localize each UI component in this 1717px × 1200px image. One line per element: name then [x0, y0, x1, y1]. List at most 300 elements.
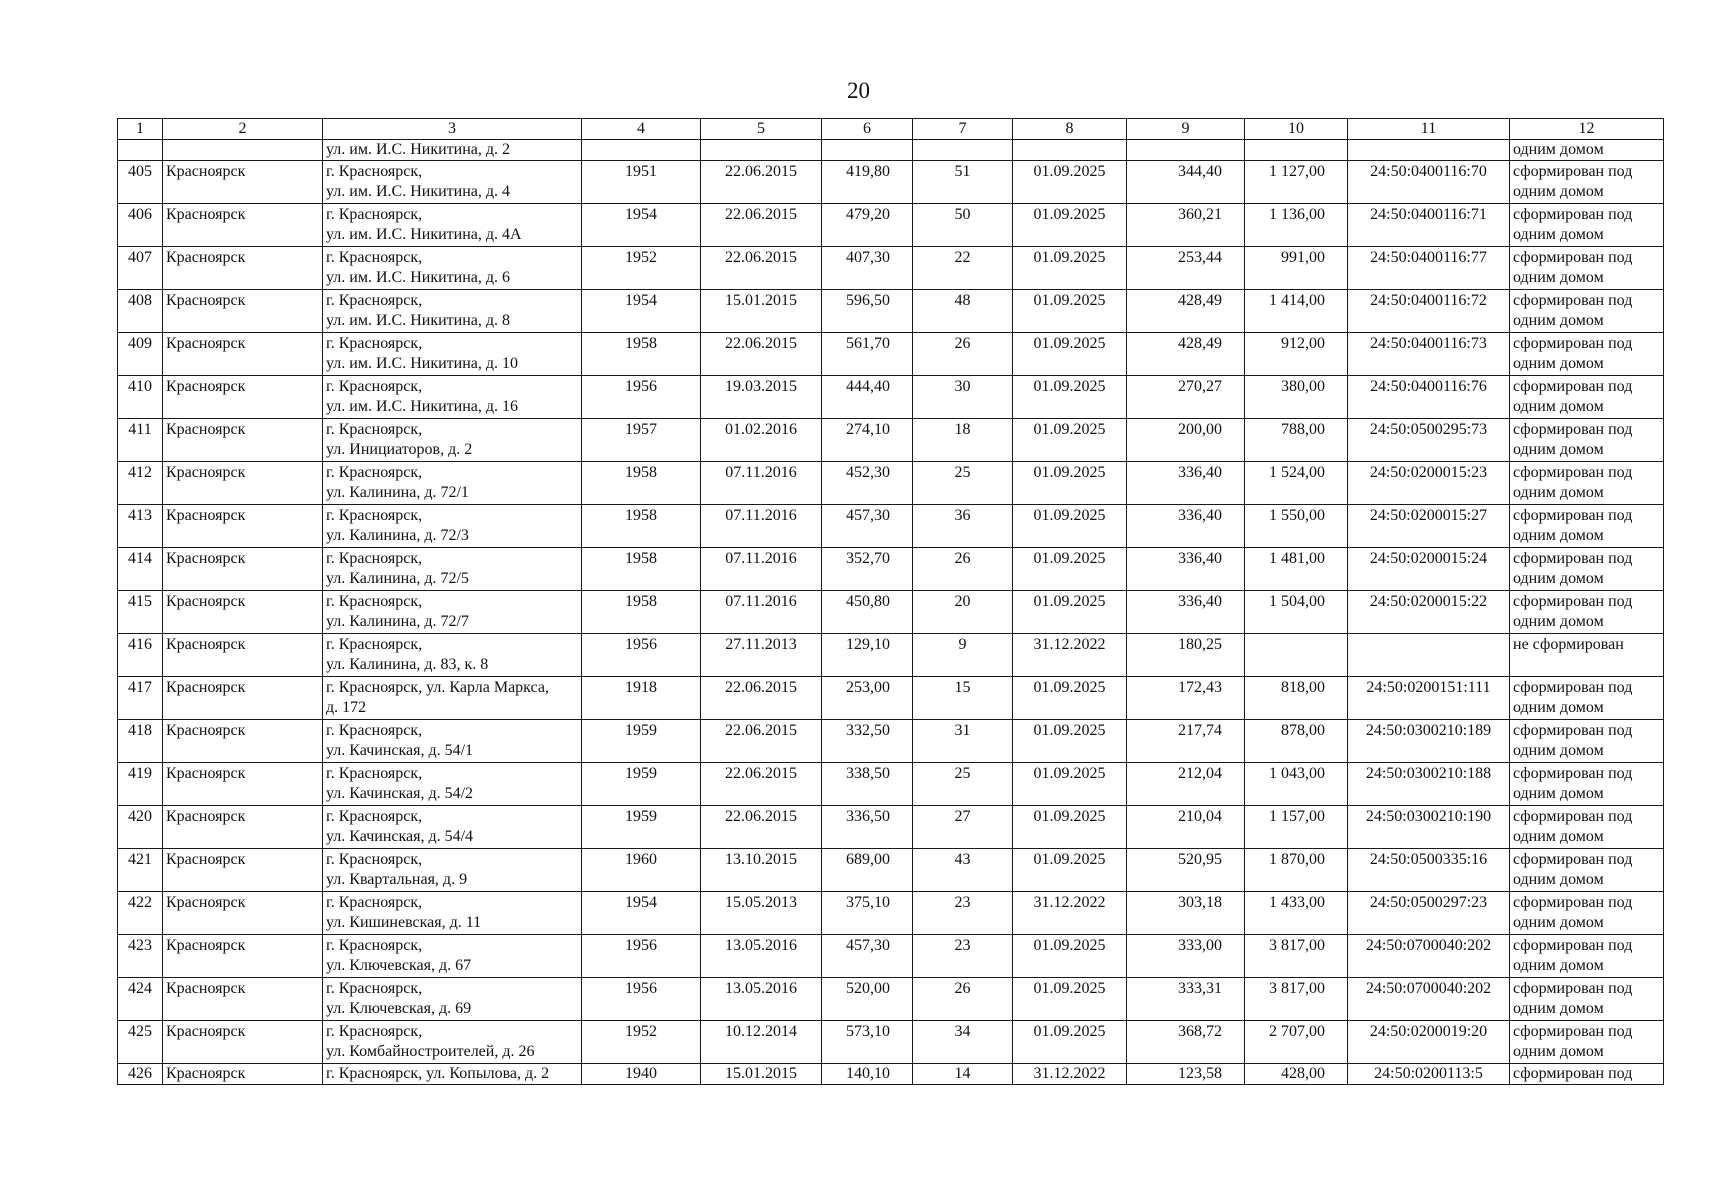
cell-cadastral: 24:50:0300210:188: [1348, 763, 1510, 806]
cell-number: 426: [118, 1064, 163, 1085]
cell-date: [701, 140, 822, 161]
cell-cost: 303,18: [1127, 892, 1245, 935]
cell-status-line2: одним домом: [1513, 183, 1604, 200]
cell-land-area: 1 524,00: [1245, 462, 1348, 505]
cell-deadline: 01.09.2025: [1013, 591, 1127, 634]
cell-deadline: 01.09.2025: [1013, 763, 1127, 806]
cell-deadline: 31.12.2022: [1013, 892, 1127, 935]
cell-deadline: 01.09.2025: [1013, 204, 1127, 247]
cell-land-area: 788,00: [1245, 419, 1348, 462]
cell-cadastral: 24:50:0200015:24: [1348, 548, 1510, 591]
cell-cost: 336,40: [1127, 548, 1245, 591]
cell-area: 352,70: [822, 548, 913, 591]
cell-residents: 51: [913, 161, 1013, 204]
cell-number: 407: [118, 247, 163, 290]
column-header: 11: [1348, 119, 1510, 140]
cell-residents: 30: [913, 376, 1013, 419]
cell-deadline: 31.12.2022: [1013, 1064, 1127, 1085]
cell-land-area: 1 127,00: [1245, 161, 1348, 204]
table-row: [118, 462, 1664, 505]
cell-cost: 200,00: [1127, 419, 1245, 462]
cell-settlement: Красноярск: [163, 806, 323, 849]
cell-date: 27.11.2013: [701, 634, 822, 677]
cell-date: 07.11.2016: [701, 591, 822, 634]
cell-year: 1956: [582, 376, 701, 419]
cell-area: 444,40: [822, 376, 913, 419]
cell-residents: 15: [913, 677, 1013, 720]
cell-residents: 26: [913, 333, 1013, 376]
cell-status: [1510, 591, 1664, 634]
cell-status-line2: одним домом: [1513, 570, 1604, 587]
cell-deadline: 31.12.2022: [1013, 634, 1127, 677]
cell-residents: 20: [913, 591, 1013, 634]
cell-address: ул. им. И.С. Никитина, д. 2: [323, 140, 582, 161]
cell-deadline: 01.09.2025: [1013, 161, 1127, 204]
cell-date: 19.03.2015: [701, 376, 822, 419]
cell-status: [1510, 720, 1664, 763]
cell-status-line2: одним домом: [1513, 527, 1604, 544]
cell-number: 419: [118, 763, 163, 806]
cell-year: 1958: [582, 505, 701, 548]
cell-land-area: 878,00: [1245, 720, 1348, 763]
cell-status: [1510, 892, 1664, 935]
cell-address-line1: г. Красноярск, ул. Карла Маркса,: [326, 679, 549, 696]
cell-status-line2: одним домом: [1513, 441, 1604, 458]
cell-cost: 212,04: [1127, 763, 1245, 806]
cell-area: 129,10: [822, 634, 913, 677]
cell-residents: 25: [913, 763, 1013, 806]
cell-settlement: Красноярск: [163, 849, 323, 892]
cell-cost: 333,31: [1127, 978, 1245, 1021]
cell-deadline: 01.09.2025: [1013, 935, 1127, 978]
cell-status-line1: сформирован под: [1513, 1065, 1633, 1082]
cell-number: 422: [118, 892, 163, 935]
cell-address-line2: ул. им. И.С. Никитина, д. 8: [326, 312, 511, 329]
cell-address-line2: ул. Комбайностроителей, д. 26: [326, 1043, 535, 1060]
cell-cost: 520,95: [1127, 849, 1245, 892]
cell-status-line2: одним домом: [1513, 871, 1604, 888]
cell-date: 22.06.2015: [701, 161, 822, 204]
cell-settlement: Красноярск: [163, 333, 323, 376]
cell-deadline: 01.09.2025: [1013, 290, 1127, 333]
cell-land-area: 1 414,00: [1245, 290, 1348, 333]
cell-address-line1: г. Красноярск,: [326, 636, 423, 653]
cell-cost: 180,25: [1127, 634, 1245, 677]
cell-deadline: 01.09.2025: [1013, 376, 1127, 419]
cell-status: [1510, 505, 1664, 548]
cell-cost: 428,49: [1127, 290, 1245, 333]
cell-status: [1510, 1064, 1664, 1085]
cell-cost: 360,21: [1127, 204, 1245, 247]
cell-status: [1510, 634, 1664, 677]
cell-residents: 23: [913, 935, 1013, 978]
cell-status-line1: сформирован под: [1513, 550, 1633, 567]
cell-deadline: 01.09.2025: [1013, 548, 1127, 591]
cell-status-line1: сформирован под: [1513, 507, 1633, 524]
cell-address-line2: ул. Калинина, д. 72/7: [326, 613, 469, 630]
cell-address: [323, 591, 582, 634]
cell-address-line1: г. Красноярск,: [326, 851, 423, 868]
table-row: [118, 935, 1664, 978]
cell-status-line1: сформирован под: [1513, 894, 1633, 911]
cell-address-line2: ул. Кишиневская, д. 11: [326, 914, 482, 931]
cell-address-line1: г. Красноярск,: [326, 292, 423, 309]
cell-area: 375,10: [822, 892, 913, 935]
cell-status-line2: одним домом: [1513, 613, 1604, 630]
cell-address: [323, 462, 582, 505]
cell-land-area: 428,00: [1245, 1064, 1348, 1085]
cell-land-area: 1 043,00: [1245, 763, 1348, 806]
cell-status-line2: одним домом: [1513, 1000, 1604, 1017]
cell-year: 1958: [582, 333, 701, 376]
cell-status-line1: сформирован под: [1513, 163, 1633, 180]
cell-status: одним домом: [1510, 140, 1664, 161]
table-row: [118, 806, 1664, 849]
cell-area: 253,00: [822, 677, 913, 720]
cell-area: 450,80: [822, 591, 913, 634]
cell-address: [323, 1021, 582, 1064]
cell-area: 332,50: [822, 720, 913, 763]
cell-status-line2: одним домом: [1513, 226, 1604, 243]
cell-address-line1: г. Красноярск,: [326, 722, 423, 739]
cell-settlement: Красноярск: [163, 1021, 323, 1064]
cell-residents: 25: [913, 462, 1013, 505]
cell-land-area: 1 550,00: [1245, 505, 1348, 548]
cell-cadastral: 24:50:0200015:22: [1348, 591, 1510, 634]
cell-cost: 368,72: [1127, 1021, 1245, 1064]
cell-address-line1: г. Красноярск,: [326, 206, 423, 223]
cell-address-line1: г. Красноярск,: [326, 1023, 423, 1040]
cell-cadastral: 24:50:0200113:5: [1348, 1064, 1510, 1085]
cell-status: [1510, 1021, 1664, 1064]
cell-deadline: 01.09.2025: [1013, 419, 1127, 462]
cell-number: 412: [118, 462, 163, 505]
cell-deadline: 01.09.2025: [1013, 1021, 1127, 1064]
cell-deadline: [1013, 140, 1127, 161]
cell-address: [323, 333, 582, 376]
table-row: [118, 1064, 1664, 1085]
cell-land-area: [1245, 634, 1348, 677]
cell-settlement: Красноярск: [163, 892, 323, 935]
cell-year: 1959: [582, 806, 701, 849]
cell-address-line1: г. Красноярск,: [326, 808, 423, 825]
cell-number: 413: [118, 505, 163, 548]
cell-cost: 344,40: [1127, 161, 1245, 204]
cell-area: 561,70: [822, 333, 913, 376]
cell-status-line2: одним домом: [1513, 785, 1604, 802]
cell-residents: 18: [913, 419, 1013, 462]
cell-status-line1: сформирован под: [1513, 1023, 1633, 1040]
cell-date: 22.06.2015: [701, 720, 822, 763]
cell-cost: 270,27: [1127, 376, 1245, 419]
cell-address-line2: ул. Качинская, д. 54/1: [326, 742, 474, 759]
cell-cadastral: 24:50:0200015:27: [1348, 505, 1510, 548]
cell-land-area: [1245, 140, 1348, 161]
cell-address-line2: ул. Инициаторов, д. 2: [326, 441, 473, 458]
cell-status-line1: сформирован под: [1513, 335, 1633, 352]
cell-deadline: 01.09.2025: [1013, 806, 1127, 849]
cell-address-line1: г. Красноярск,: [326, 980, 423, 997]
cell-settlement: Красноярск: [163, 376, 323, 419]
cell-date: 13.10.2015: [701, 849, 822, 892]
cell-area: 520,00: [822, 978, 913, 1021]
cell-address: [323, 677, 582, 720]
cell-cadastral: 24:50:0200151:111: [1348, 677, 1510, 720]
cell-status-line2: одним домом: [1513, 914, 1604, 931]
cell-number: 406: [118, 204, 163, 247]
cell-area: 457,30: [822, 505, 913, 548]
cell-residents: 34: [913, 1021, 1013, 1064]
cell-status-line1: сформирован под: [1513, 980, 1633, 997]
cell-deadline: 01.09.2025: [1013, 677, 1127, 720]
cell-address-line2: ул. Квартальная, д. 9: [326, 871, 468, 888]
cell-date: 15.01.2015: [701, 1064, 822, 1085]
cell-status: [1510, 763, 1664, 806]
cell-settlement: Красноярск: [163, 290, 323, 333]
cell-cadastral: 24:50:0500335:16: [1348, 849, 1510, 892]
cell-area: 689,00: [822, 849, 913, 892]
column-header: 8: [1013, 119, 1127, 140]
cell-address: [323, 376, 582, 419]
cell-number: 415: [118, 591, 163, 634]
cell-year: 1952: [582, 1021, 701, 1064]
cell-number: 425: [118, 1021, 163, 1064]
cell-cost: 253,44: [1127, 247, 1245, 290]
cell-cost: 217,74: [1127, 720, 1245, 763]
cell-cost: 336,40: [1127, 462, 1245, 505]
cell-status: [1510, 935, 1664, 978]
cell-land-area: 991,00: [1245, 247, 1348, 290]
cell-date: 22.06.2015: [701, 247, 822, 290]
table-row: [118, 591, 1664, 634]
cell-address-line2: ул. им. И.С. Никитина, д. 4А: [326, 226, 522, 243]
cell-status-line2: одним домом: [1513, 269, 1604, 286]
cell-land-area: 1 481,00: [1245, 548, 1348, 591]
table-row: [118, 290, 1664, 333]
cell-deadline: 01.09.2025: [1013, 978, 1127, 1021]
cell-year: 1958: [582, 548, 701, 591]
cell-status-line1: сформирован под: [1513, 292, 1633, 309]
cell-settlement: [163, 140, 323, 161]
cell-number: 414: [118, 548, 163, 591]
table-row: [118, 247, 1664, 290]
cell-residents: 50: [913, 204, 1013, 247]
cell-address: [323, 548, 582, 591]
cell-date: 07.11.2016: [701, 505, 822, 548]
cell-year: 1954: [582, 204, 701, 247]
cell-date: 07.11.2016: [701, 462, 822, 505]
cell-area: [822, 140, 913, 161]
cell-address-line1: г. Красноярск,: [326, 378, 423, 395]
cell-date: 22.06.2015: [701, 333, 822, 376]
cell-status-line2: одним домом: [1513, 828, 1604, 845]
column-number-row: [118, 119, 1664, 140]
cell-date: 22.06.2015: [701, 763, 822, 806]
cell-area: 140,10: [822, 1064, 913, 1085]
cell-land-area: 1 433,00: [1245, 892, 1348, 935]
cell-residents: 27: [913, 806, 1013, 849]
cell-address-line1: г. Красноярск,: [326, 335, 423, 352]
cell-land-area: 1 870,00: [1245, 849, 1348, 892]
cell-area: 452,30: [822, 462, 913, 505]
cell-status-line1: сформирован под: [1513, 851, 1633, 868]
table-row: [118, 892, 1664, 935]
cell-cadastral: 24:50:0400116:71: [1348, 204, 1510, 247]
cell-residents: 22: [913, 247, 1013, 290]
table-row: [118, 376, 1664, 419]
cell-number: 424: [118, 978, 163, 1021]
cell-residents: 9: [913, 634, 1013, 677]
cell-number: 418: [118, 720, 163, 763]
cell-year: 1952: [582, 247, 701, 290]
cell-cadastral: 24:50:0500295:73: [1348, 419, 1510, 462]
cell-number: 416: [118, 634, 163, 677]
cell-status-line1: сформирован под: [1513, 464, 1633, 481]
cell-residents: [913, 140, 1013, 161]
cell-cost: 172,43: [1127, 677, 1245, 720]
cell-land-area: 1 504,00: [1245, 591, 1348, 634]
cell-land-area: 2 707,00: [1245, 1021, 1348, 1064]
cell-address-line1: г. Красноярск, ул. Копылова, д. 2: [326, 1065, 550, 1082]
column-header: 1: [118, 119, 163, 140]
cell-area: 479,20: [822, 204, 913, 247]
table-row: [118, 720, 1664, 763]
cell-area: 274,10: [822, 419, 913, 462]
cell-settlement: Красноярск: [163, 462, 323, 505]
cell-status: [1510, 806, 1664, 849]
cell-settlement: Красноярск: [163, 935, 323, 978]
column-header: 6: [822, 119, 913, 140]
cell-area: 419,80: [822, 161, 913, 204]
cell-status-line1: сформирован под: [1513, 421, 1633, 438]
cell-status-line2: одним домом: [1513, 742, 1604, 759]
cell-cost: 428,49: [1127, 333, 1245, 376]
cell-date: 13.05.2016: [701, 978, 822, 1021]
cell-address-line1: г. Красноярск,: [326, 937, 423, 954]
cell-status-line1: сформирован под: [1513, 206, 1633, 223]
cell-cost: 336,40: [1127, 591, 1245, 634]
cell-address: [323, 161, 582, 204]
cell-settlement: Красноярск: [163, 419, 323, 462]
cell-residents: 36: [913, 505, 1013, 548]
cell-status: [1510, 548, 1664, 591]
cell-cadastral: 24:50:0700040:202: [1348, 978, 1510, 1021]
table-row: [118, 634, 1664, 677]
cell-address-line2: ул. Калинина, д. 72/3: [326, 527, 469, 544]
cell-cadastral: 24:50:0400116:77: [1348, 247, 1510, 290]
cell-year: 1956: [582, 978, 701, 1021]
housing-registry-table: [117, 118, 1664, 1085]
cell-year: [582, 140, 701, 161]
cell-date: 10.12.2014: [701, 1021, 822, 1064]
cell-land-area: 818,00: [1245, 677, 1348, 720]
cell-area: 336,50: [822, 806, 913, 849]
cell-settlement: Красноярск: [163, 1064, 323, 1085]
cell-deadline: 01.09.2025: [1013, 720, 1127, 763]
cell-date: 15.05.2013: [701, 892, 822, 935]
cell-address-line1: г. Красноярск,: [326, 421, 423, 438]
cell-year: 1956: [582, 935, 701, 978]
cell-status-line2: одним домом: [1513, 699, 1604, 716]
cell-year: 1940: [582, 1064, 701, 1085]
table-row: [118, 204, 1664, 247]
cell-address-line2: ул. им. И.С. Никитина, д. 6: [326, 269, 511, 286]
cell-status: [1510, 247, 1664, 290]
cell-deadline: 01.09.2025: [1013, 462, 1127, 505]
cell-number: [118, 140, 163, 161]
cell-address-line2: ул. Ключевская, д. 67: [326, 957, 472, 974]
cell-address: [323, 505, 582, 548]
cell-number: 423: [118, 935, 163, 978]
cell-date: 22.06.2015: [701, 204, 822, 247]
cell-address-line1: г. Красноярск,: [326, 249, 423, 266]
cell-number: 420: [118, 806, 163, 849]
table-row: [118, 333, 1664, 376]
cell-address-line2: ул. им. И.С. Никитина, д. 10: [326, 355, 519, 372]
cell-date: 22.06.2015: [701, 677, 822, 720]
cell-address-line2: ул. Ключевская, д. 69: [326, 1000, 472, 1017]
cell-status-line2: одним домом: [1513, 1043, 1604, 1060]
cell-year: 1959: [582, 720, 701, 763]
cell-address: [323, 892, 582, 935]
cell-address: [323, 290, 582, 333]
cell-year: 1951: [582, 161, 701, 204]
cell-cadastral: 24:50:0200019:20: [1348, 1021, 1510, 1064]
cell-address: [323, 978, 582, 1021]
cell-cadastral: [1348, 140, 1510, 161]
cell-number: 410: [118, 376, 163, 419]
cell-status-line2: одним домом: [1513, 957, 1604, 974]
cell-settlement: Красноярск: [163, 720, 323, 763]
cell-address: [323, 204, 582, 247]
cell-settlement: Красноярск: [163, 677, 323, 720]
table-row: [118, 849, 1664, 892]
cell-address: [323, 247, 582, 290]
cell-deadline: 01.09.2025: [1013, 505, 1127, 548]
table-row: [118, 505, 1664, 548]
cell-residents: 26: [913, 978, 1013, 1021]
cell-address-line1: г. Красноярск,: [326, 593, 423, 610]
column-header: 4: [582, 119, 701, 140]
column-header: 9: [1127, 119, 1245, 140]
cell-year: 1956: [582, 634, 701, 677]
cell-address-line2: д. 172: [326, 699, 367, 716]
cell-residents: 26: [913, 548, 1013, 591]
cell-status-line1: сформирован под: [1513, 378, 1633, 395]
table-row: [118, 677, 1664, 720]
table-row: [118, 161, 1664, 204]
cell-address: [323, 935, 582, 978]
cell-year: 1918: [582, 677, 701, 720]
cell-number: 405: [118, 161, 163, 204]
cell-address: [323, 806, 582, 849]
cell-settlement: Красноярск: [163, 978, 323, 1021]
cell-settlement: Красноярск: [163, 548, 323, 591]
cell-cadastral: 24:50:0400116:73: [1348, 333, 1510, 376]
cell-number: 421: [118, 849, 163, 892]
column-header: 7: [913, 119, 1013, 140]
cell-address-line2: ул. Калинина, д. 72/5: [326, 570, 469, 587]
cell-address-line1: г. Красноярск,: [326, 550, 423, 567]
table-row: [118, 548, 1664, 591]
cell-land-area: 380,00: [1245, 376, 1348, 419]
cell-year: 1959: [582, 763, 701, 806]
cell-address-line1: г. Красноярск,: [326, 464, 423, 481]
cell-cost: 210,04: [1127, 806, 1245, 849]
cell-status: [1510, 849, 1664, 892]
cell-status: [1510, 333, 1664, 376]
cell-cadastral: 24:50:0400116:72: [1348, 290, 1510, 333]
